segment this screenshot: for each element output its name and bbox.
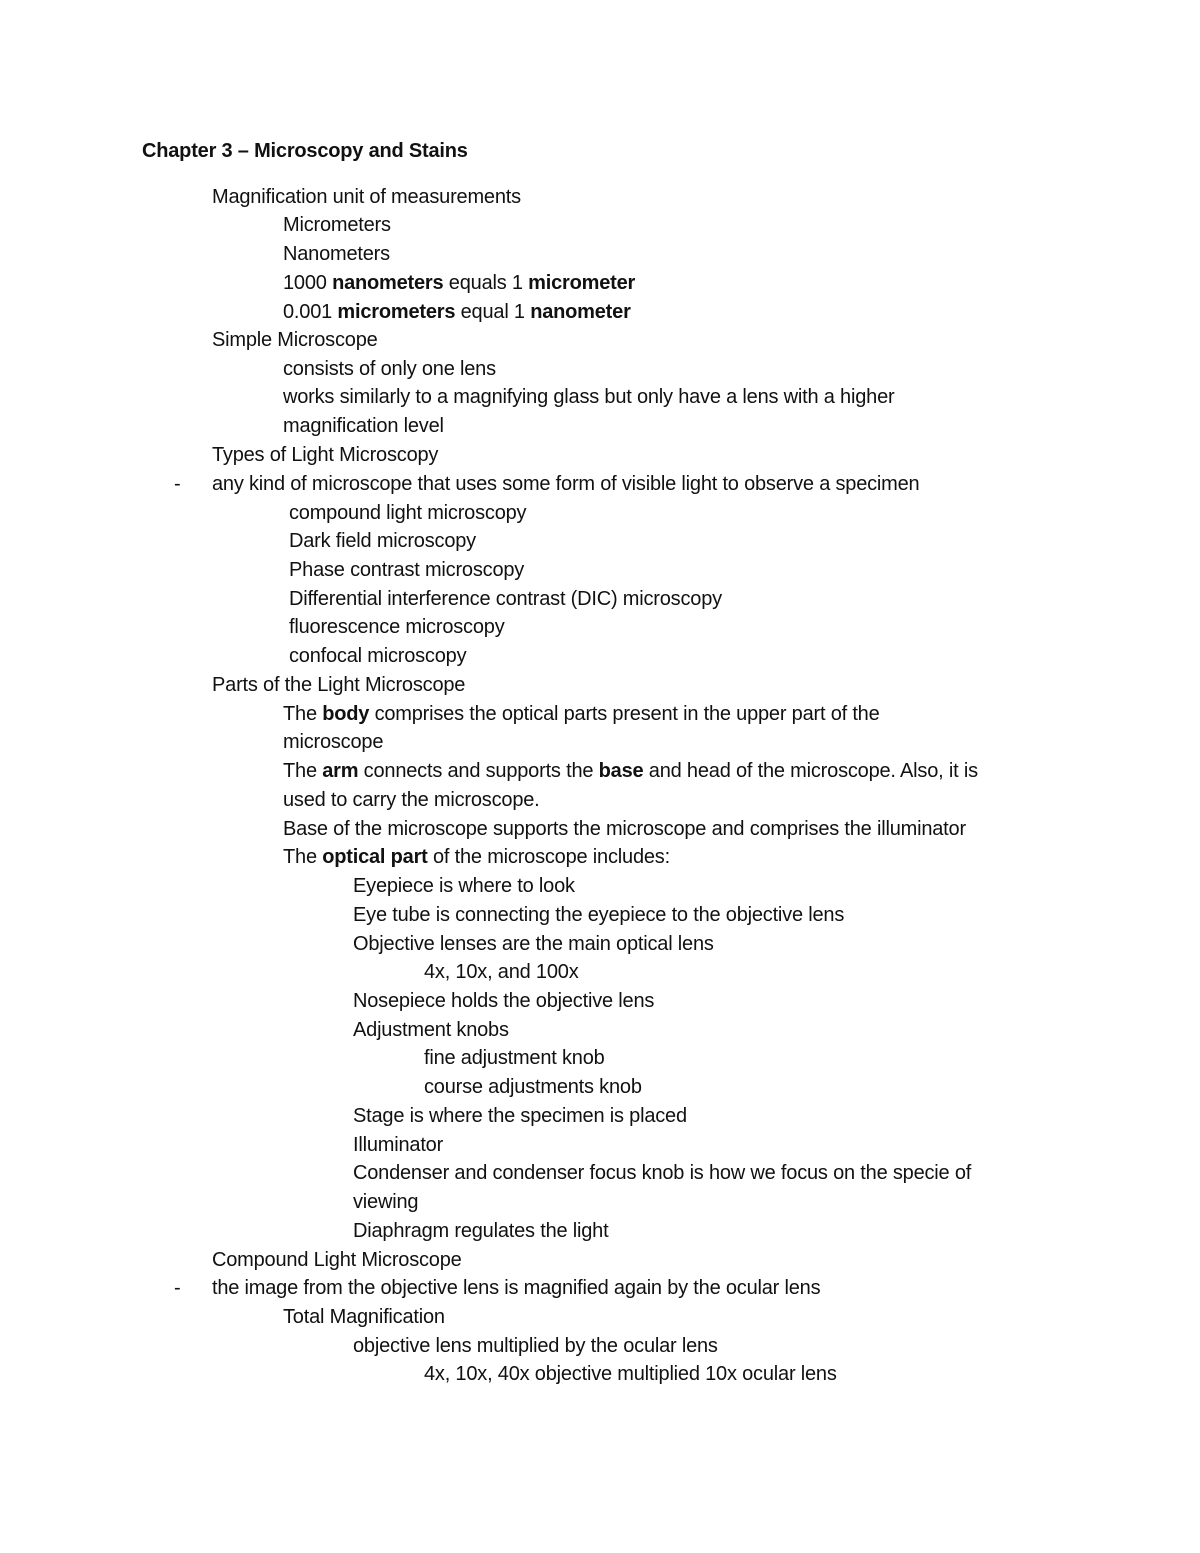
text-run: connects and supports the bbox=[358, 760, 599, 782]
list-item-text: Nosepiece holds the objective lens bbox=[353, 990, 655, 1012]
text-run: The bbox=[283, 760, 323, 782]
list-item-text: Dark field microscopy bbox=[289, 530, 476, 552]
list-item-text: 4x, 10x, and 100x bbox=[424, 961, 579, 983]
text-run: The bbox=[283, 846, 323, 868]
list-item-text bbox=[283, 269, 635, 297]
list-marker: - bbox=[174, 473, 181, 495]
text-run: 0.001 bbox=[283, 301, 338, 323]
text-run: comprises the optical parts present in the upper part of the bbox=[369, 703, 880, 725]
list-item-text: fine adjustment knob bbox=[424, 1047, 605, 1069]
list-item-text bbox=[283, 298, 631, 326]
list-item-text: Parts of the Light Microscope bbox=[212, 674, 466, 696]
text-run: 1000 bbox=[283, 272, 333, 294]
text-run: equal 1 bbox=[455, 301, 531, 323]
bold-term: arm bbox=[322, 760, 359, 782]
bold-term: nanometers bbox=[332, 272, 444, 294]
list-item-text: Adjustment knobs bbox=[353, 1019, 509, 1041]
list-item-text: confocal microscopy bbox=[289, 645, 467, 667]
list-marker: - bbox=[174, 1277, 181, 1299]
list-item-text: Nanometers bbox=[283, 243, 390, 265]
list-item-text: Total Magnification bbox=[283, 1306, 445, 1328]
bold-term: body bbox=[322, 703, 370, 725]
bold-term: micrometers bbox=[337, 301, 456, 323]
list-item-text: any kind of microscope that uses some form of visible light to observe a specimen bbox=[212, 473, 920, 495]
list-item-text: consists of only one lens bbox=[283, 358, 496, 380]
list-item-text: Micrometers bbox=[283, 214, 391, 236]
list-item-text: the image from the objective lens is magnified again by the ocular lens bbox=[212, 1277, 821, 1299]
list-item-text: fluorescence microscopy bbox=[289, 616, 505, 638]
list-item-text bbox=[283, 757, 978, 785]
list-item-text: Illuminator bbox=[353, 1134, 444, 1156]
text-run: equals 1 bbox=[443, 272, 529, 294]
list-item-text: course adjustments knob bbox=[424, 1076, 642, 1098]
list-item-text: objective lens multiplied by the ocular lens bbox=[353, 1335, 718, 1357]
list-item-text: Condenser and condenser focus knob is how we focus on the specie of bbox=[353, 1162, 972, 1184]
list-item-text: Compound Light Microscope bbox=[212, 1249, 462, 1271]
text-run: of the microscope includes: bbox=[427, 846, 670, 868]
list-item-text: Types of Light Microscopy bbox=[212, 444, 439, 466]
list-item-text: compound light microscopy bbox=[289, 502, 527, 524]
list-item-text: Phase contrast microscopy bbox=[289, 559, 525, 581]
list-item-text bbox=[283, 700, 880, 728]
text-run: The bbox=[283, 703, 323, 725]
list-item-text: Simple Microscope bbox=[212, 329, 378, 351]
list-item-text: Stage is where the specimen is placed bbox=[353, 1105, 687, 1127]
list-item-text: Objective lenses are the main optical lens bbox=[353, 933, 714, 955]
text-run: and head of the microscope. Also, it is bbox=[643, 760, 978, 782]
list-item-text: magnification level bbox=[283, 415, 444, 437]
bold-term: micrometer bbox=[528, 272, 636, 294]
list-item-text: Magnification unit of measurements bbox=[212, 186, 521, 208]
list-item-text: Diaphragm regulates the light bbox=[353, 1220, 609, 1242]
list-item-text bbox=[283, 843, 670, 871]
list-item-text: works similarly to a magnifying glass but only have a lens with a higher bbox=[283, 386, 895, 408]
bold-term: nanometer bbox=[530, 301, 631, 323]
list-item-text: Eye tube is connecting the eyepiece to the objective lens bbox=[353, 904, 845, 926]
list-item-text: 4x, 10x, 40x objective multiplied 10x ocular lens bbox=[424, 1363, 837, 1385]
page-title: Chapter 3 – Microscopy and Stains bbox=[142, 140, 468, 162]
list-item-text: used to carry the microscope. bbox=[283, 789, 540, 811]
list-item-text: Eyepiece is where to look bbox=[353, 875, 575, 897]
list-item-text: microscope bbox=[283, 731, 384, 753]
bold-term: base bbox=[598, 760, 644, 782]
list-item-text: Base of the microscope supports the microscope and comprises the illuminator bbox=[283, 818, 966, 840]
list-item-text: viewing bbox=[353, 1191, 419, 1213]
bold-term: optical part bbox=[322, 846, 428, 868]
list-item-text: Differential interference contrast (DIC) microscopy bbox=[289, 588, 722, 610]
